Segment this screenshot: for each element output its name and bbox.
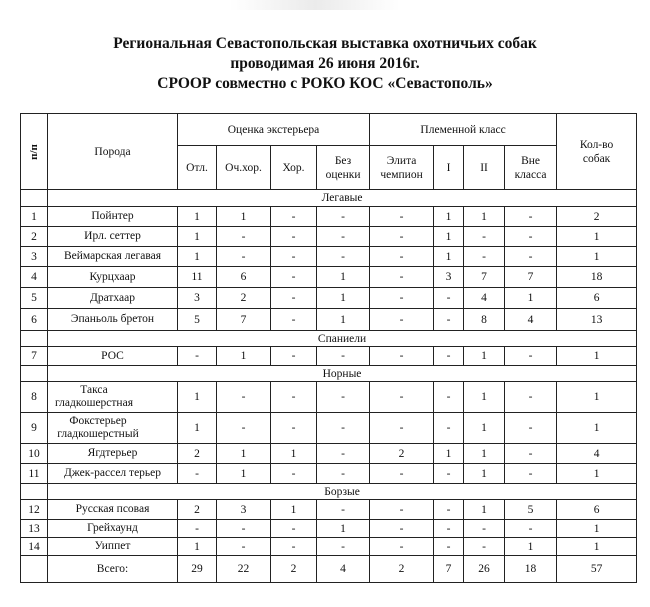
cell: - — [370, 227, 434, 247]
cell: - — [464, 227, 505, 247]
cell: - — [317, 347, 370, 366]
total-label: Всего: — [48, 556, 178, 583]
cell: - — [505, 464, 557, 484]
cell: - — [317, 227, 370, 247]
count-cell: 18 — [557, 267, 637, 288]
breed-name: Грейхаунд — [48, 520, 178, 538]
cell: 1 — [271, 500, 317, 520]
cell: - — [370, 520, 434, 538]
cell: - — [271, 382, 317, 413]
row-number: 11 — [21, 464, 48, 484]
total-cell: 4 — [317, 556, 370, 583]
cell: - — [434, 288, 464, 309]
cell: - — [434, 382, 464, 413]
row-number: 8 — [21, 382, 48, 413]
count-cell: 1 — [557, 347, 637, 366]
breed-name: Уиппет — [48, 538, 178, 556]
cell: - — [317, 382, 370, 413]
cell: 8 — [464, 309, 505, 331]
cell: - — [505, 347, 557, 366]
row-number: 2 — [21, 227, 48, 247]
cell: - — [370, 500, 434, 520]
total-cell: 7 — [434, 556, 464, 583]
cell: - — [217, 413, 271, 444]
cell: 4 — [505, 309, 557, 331]
breed-name: Ирл. сеттер — [48, 227, 178, 247]
cell: - — [217, 520, 271, 538]
cell: - — [317, 444, 370, 464]
cell: - — [271, 464, 317, 484]
header-class-2: II — [464, 146, 505, 190]
cell: - — [370, 382, 434, 413]
cell: - — [370, 288, 434, 309]
cell: - — [271, 288, 317, 309]
cell: - — [434, 520, 464, 538]
cell: 1 — [505, 538, 557, 556]
count-cell: 1 — [557, 520, 637, 538]
breed-name: Веймарская легавая — [48, 247, 178, 267]
cell: 5 — [505, 500, 557, 520]
cell: 11 — [178, 267, 217, 288]
cell: - — [434, 538, 464, 556]
cell: 1 — [178, 227, 217, 247]
total-cell: 22 — [217, 556, 271, 583]
cell: - — [317, 538, 370, 556]
cell: 1 — [271, 444, 317, 464]
cell: 1 — [217, 207, 271, 227]
title-line-1: Региональная Севастопольская выставка охотничьих собак — [113, 35, 537, 52]
cell: 1 — [317, 309, 370, 331]
cell: - — [271, 227, 317, 247]
cell: 2 — [217, 288, 271, 309]
count-cell: 13 — [557, 309, 637, 331]
count-cell: 1 — [557, 413, 637, 444]
cell: - — [178, 464, 217, 484]
group-header: Спаниели — [48, 331, 637, 347]
cell: - — [370, 413, 434, 444]
cell: - — [505, 413, 557, 444]
cell: 1 — [434, 444, 464, 464]
cell: - — [505, 207, 557, 227]
table-row — [21, 309, 637, 331]
total-cell: 2 — [271, 556, 317, 583]
cell: 2 — [178, 444, 217, 464]
cell: - — [505, 247, 557, 267]
cell: 7 — [217, 309, 271, 331]
header-breeding: Племенной класс — [370, 114, 557, 146]
cell: - — [271, 520, 317, 538]
group-num-cell — [21, 366, 48, 382]
cell: - — [317, 413, 370, 444]
cell: - — [434, 464, 464, 484]
cell: - — [434, 347, 464, 366]
cell: - — [370, 464, 434, 484]
cell: - — [271, 207, 317, 227]
cell: - — [271, 309, 317, 331]
cell: 1 — [464, 413, 505, 444]
cell: 1 — [434, 227, 464, 247]
count-cell: 1 — [557, 382, 637, 413]
row-number: 10 — [21, 444, 48, 464]
header-count: Кол-во собак — [557, 114, 637, 190]
breed-name: Русская псовая — [48, 500, 178, 520]
breed-name: Курцхаар — [48, 267, 178, 288]
group-num-cell — [21, 190, 48, 207]
breed-name: Ягдтерьер — [48, 444, 178, 464]
cell: - — [217, 382, 271, 413]
cell: 1 — [464, 444, 505, 464]
cell: 1 — [464, 500, 505, 520]
cell: 1 — [178, 413, 217, 444]
table-row — [21, 520, 637, 538]
document-title — [0, 34, 650, 94]
cell: - — [370, 247, 434, 267]
cell: 2 — [370, 444, 434, 464]
cell: 1 — [178, 382, 217, 413]
cell: 1 — [317, 288, 370, 309]
cell: - — [505, 520, 557, 538]
cell: 1 — [464, 464, 505, 484]
count-cell: 4 — [557, 444, 637, 464]
table-row — [21, 500, 637, 520]
cell: 1 — [464, 347, 505, 366]
cell: 3 — [434, 267, 464, 288]
total-cell: 18 — [505, 556, 557, 583]
cell: 1 — [464, 382, 505, 413]
cell: 5 — [178, 309, 217, 331]
cell: 4 — [464, 288, 505, 309]
row-number: 13 — [21, 520, 48, 538]
cell: 3 — [178, 288, 217, 309]
header-nograde: Без оценки — [317, 146, 370, 190]
cell: 6 — [217, 267, 271, 288]
cell: - — [271, 247, 317, 267]
breed-name: Такса гладкошерстная — [48, 382, 178, 413]
cell: 1 — [217, 464, 271, 484]
cell: - — [178, 347, 217, 366]
cell: 1 — [434, 247, 464, 267]
cell: - — [370, 309, 434, 331]
cell: 1 — [178, 247, 217, 267]
cell: - — [505, 444, 557, 464]
scan-smudge — [230, 0, 400, 10]
row-number: 3 — [21, 247, 48, 267]
count-cell: 2 — [557, 207, 637, 227]
table-row — [21, 288, 637, 309]
count-cell: 6 — [557, 288, 637, 309]
table-row — [21, 207, 637, 227]
table-row — [21, 382, 637, 413]
header-outclass: Вне класса — [505, 146, 557, 190]
breed-name: РОС — [48, 347, 178, 366]
cell: - — [271, 538, 317, 556]
cell: - — [464, 538, 505, 556]
cell: - — [370, 207, 434, 227]
total-num-cell — [21, 556, 48, 583]
header-exterior: Оценка экстерьера — [178, 114, 370, 146]
cell: - — [370, 538, 434, 556]
cell: - — [217, 247, 271, 267]
cell: 1 — [505, 288, 557, 309]
cell: - — [505, 382, 557, 413]
row-number: 1 — [21, 207, 48, 227]
count-cell: 6 — [557, 500, 637, 520]
group-header: Норные — [48, 366, 637, 382]
breed-name: Джек-рассел терьер — [48, 464, 178, 484]
cell: - — [370, 267, 434, 288]
table-row — [21, 347, 637, 366]
row-number: 12 — [21, 500, 48, 520]
row-number: 7 — [21, 347, 48, 366]
row-number: 14 — [21, 538, 48, 556]
cell: - — [317, 464, 370, 484]
cell: - — [505, 227, 557, 247]
row-number: 4 — [21, 267, 48, 288]
count-cell: 1 — [557, 247, 637, 267]
row-number: 6 — [21, 309, 48, 331]
header-class-1: I — [434, 146, 464, 190]
cell: - — [464, 247, 505, 267]
breed-name: Эпаньоль бретон — [48, 309, 178, 331]
table-row — [21, 267, 637, 288]
cell: - — [370, 347, 434, 366]
header-breed: Порода — [48, 114, 178, 190]
header-exc: Отл. — [178, 146, 217, 190]
header-vgood: Оч.хор. — [217, 146, 271, 190]
count-cell: 1 — [557, 464, 637, 484]
total-cell: 2 — [370, 556, 434, 583]
group-num-cell — [21, 484, 48, 500]
cell: 7 — [505, 267, 557, 288]
table-row — [21, 464, 637, 484]
header-good: Хор. — [271, 146, 317, 190]
total-cell: 29 — [178, 556, 217, 583]
cell: 1 — [178, 538, 217, 556]
cell: - — [217, 538, 271, 556]
cell: 1 — [317, 267, 370, 288]
table-row — [21, 247, 637, 267]
breed-name: Пойнтер — [48, 207, 178, 227]
title-line-3: СРООР совместно с РОКО КОС «Севастополь» — [157, 75, 493, 92]
cell: 1 — [317, 520, 370, 538]
cell: 3 — [217, 500, 271, 520]
count-cell: 1 — [557, 538, 637, 556]
table-row — [21, 227, 637, 247]
cell: - — [178, 520, 217, 538]
header-num: п/п — [21, 114, 48, 190]
cell: - — [271, 267, 317, 288]
row-number: 9 — [21, 413, 48, 444]
total-cell: 57 — [557, 556, 637, 583]
title-line-2: проводимая 26 июня 2016г. — [230, 55, 420, 72]
cell: - — [434, 500, 464, 520]
cell: 1 — [178, 207, 217, 227]
total-row — [21, 556, 637, 583]
cell: 2 — [178, 500, 217, 520]
cell: - — [464, 520, 505, 538]
table-row — [21, 444, 637, 464]
total-cell: 26 — [464, 556, 505, 583]
cell: 1 — [217, 347, 271, 366]
cell: - — [434, 309, 464, 331]
cell: - — [271, 347, 317, 366]
group-num-cell — [21, 331, 48, 347]
table-row — [21, 538, 637, 556]
table-row — [21, 413, 637, 444]
group-header: Борзые — [48, 484, 637, 500]
cell: 7 — [464, 267, 505, 288]
breed-name: Фокстерьер гладкошерстный — [48, 413, 178, 444]
row-number: 5 — [21, 288, 48, 309]
cell: - — [271, 413, 317, 444]
breed-name: Дратхаар — [48, 288, 178, 309]
group-header: Легавые — [48, 190, 637, 207]
cell: 1 — [434, 207, 464, 227]
cell: - — [317, 207, 370, 227]
results-table — [20, 113, 637, 583]
header-elite: Элита чемпион — [370, 146, 434, 190]
cell: - — [434, 413, 464, 444]
cell: - — [217, 227, 271, 247]
cell: 1 — [217, 444, 271, 464]
cell: 1 — [464, 207, 505, 227]
cell: - — [317, 247, 370, 267]
count-cell: 1 — [557, 227, 637, 247]
cell: - — [317, 500, 370, 520]
